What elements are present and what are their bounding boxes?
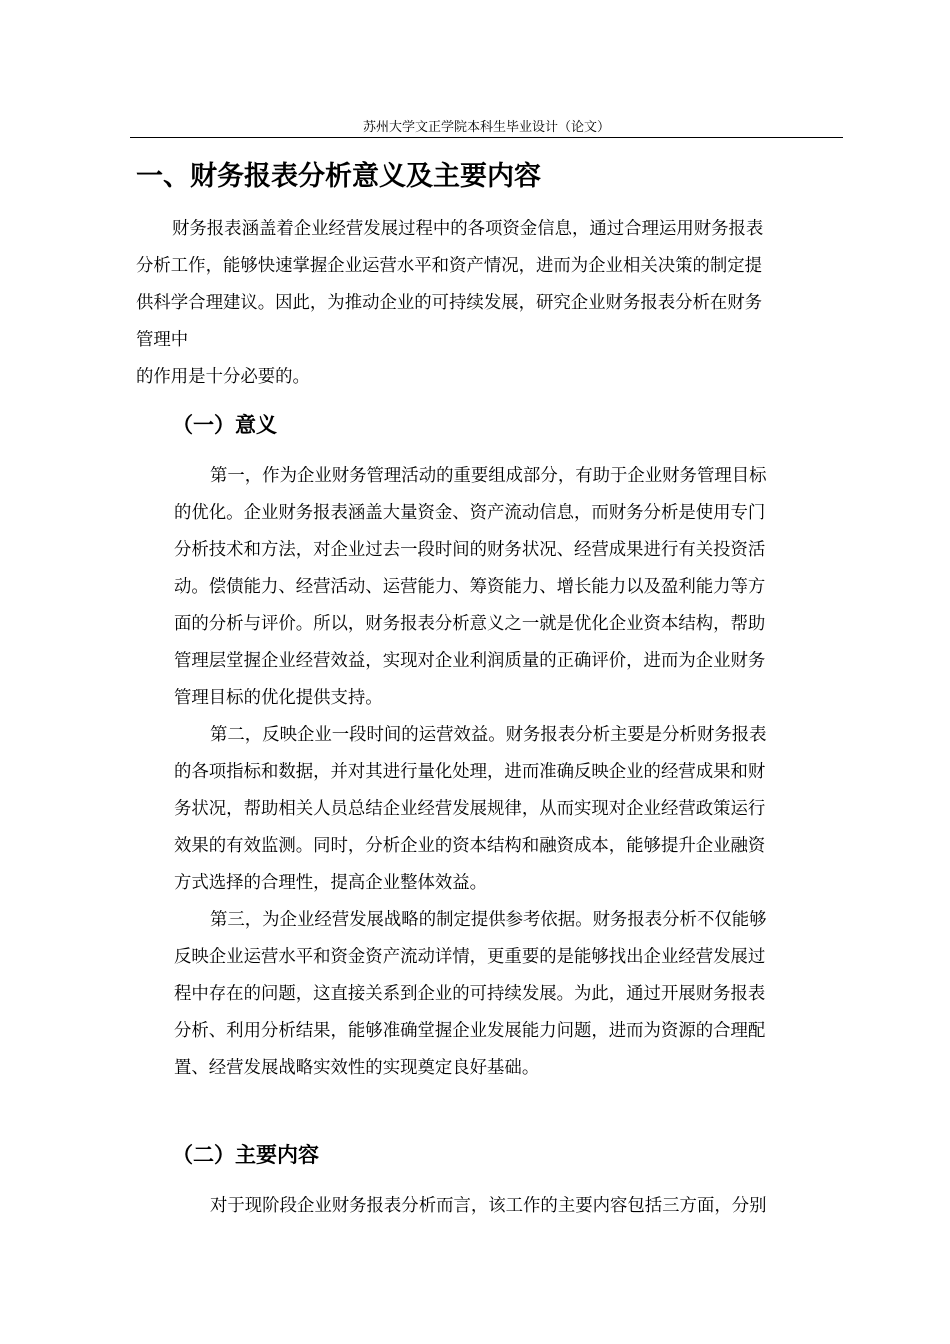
text-line: 程中存在的问题，这直接关系到企业的可持续发展。为此，通过开展财务报表 [174,984,766,1004]
text-line: 分析、利用分析结果，能够准确堂握企业发展能力问题，进而为资源的合理配 [174,1021,766,1041]
subsection-heading-significance: （一）意义 [172,413,277,437]
text-line: 对于现阶段企业财务报表分析而言，该工作的主要内容包括三方面，分别 [210,1196,767,1216]
text-line: 分析工作，能够快速掌握企业运营水平和资产情况，进而为企业相关决策的制定提 [136,256,763,276]
main-content-paragraph [174,1188,826,1225]
text-line: 第二，反映企业一段时间的运营效益。财务报表分析主要是分析财务报表 [210,725,767,745]
text-line: 管理中 [136,330,189,350]
significance-paragraph-3 [174,902,826,1087]
text-line: 供科学合理建议。因此，为推动企业的可持续发展，研究企业财务报表分析在财务 [136,293,763,313]
text-line: 置、经营发展战略实效性的实现奠定良好基础。 [174,1058,540,1078]
intro-paragraph [136,211,826,396]
text-line: 的优化。企业财务报表涵盖大量资金、资产流动信息，而财务分析是使用专门 [174,503,766,523]
header-divider [130,137,843,138]
text-line: 的作用是十分必要的。 [136,367,310,387]
text-line: 面的分析与评价。所以，财务报表分析意义之一就是优化企业资本结构，帮助 [174,614,766,634]
text-line: 的各项指标和数据，并对其进行量化处理，进而准确反映企业的经营成果和财 [174,762,766,782]
text-line: 效果的有效监测。同时，分析企业的资本结构和融资成本，能够提升企业融资 [174,836,766,856]
running-header: 苏州大学文正学院本科生毕业设计（论文） [362,120,610,135]
text-line: 管理目标的优化提供支持。 [174,688,383,708]
text-line: 管理层堂握企业经营效益，实现对企业利润质量的正确评价，进而为企业财务 [174,651,766,671]
section-heading: 一、财务报表分析意义及主要内容 [136,161,541,192]
text-line: 财务报表涵盖着企业经营发展过程中的各项资金信息，通过合理运用财务报表 [172,219,764,239]
text-line: 动。偿债能力、经营活动、运营能力、筹资能力、增长能力以及盈利能力等方 [174,577,766,597]
significance-paragraph-1 [174,458,826,717]
text-line: 方式选择的合理性，提高企业整体效益。 [174,873,488,893]
text-line: 反映企业运营水平和资金资产流动详情，更重要的是能够找出企业经营发展过 [174,947,766,967]
significance-paragraph-2 [174,717,826,902]
text-line: 第三，为企业经营发展战略的制定提供参考依据。财务报表分析不仅能够 [210,910,767,930]
text-line: 分析技术和方法，对企业过去一段时间的财务状况、经营成果进行有关投资活 [174,540,766,560]
subsection-heading-main-content: （二）主要内容 [172,1143,319,1167]
text-line: 务状况，帮助相关人员总结企业经营发展规律，从而实现对企业经营政策运行 [174,799,766,819]
text-line: 第一，作为企业财务管理活动的重要组成部分，有助于企业财务管理目标 [210,466,767,486]
